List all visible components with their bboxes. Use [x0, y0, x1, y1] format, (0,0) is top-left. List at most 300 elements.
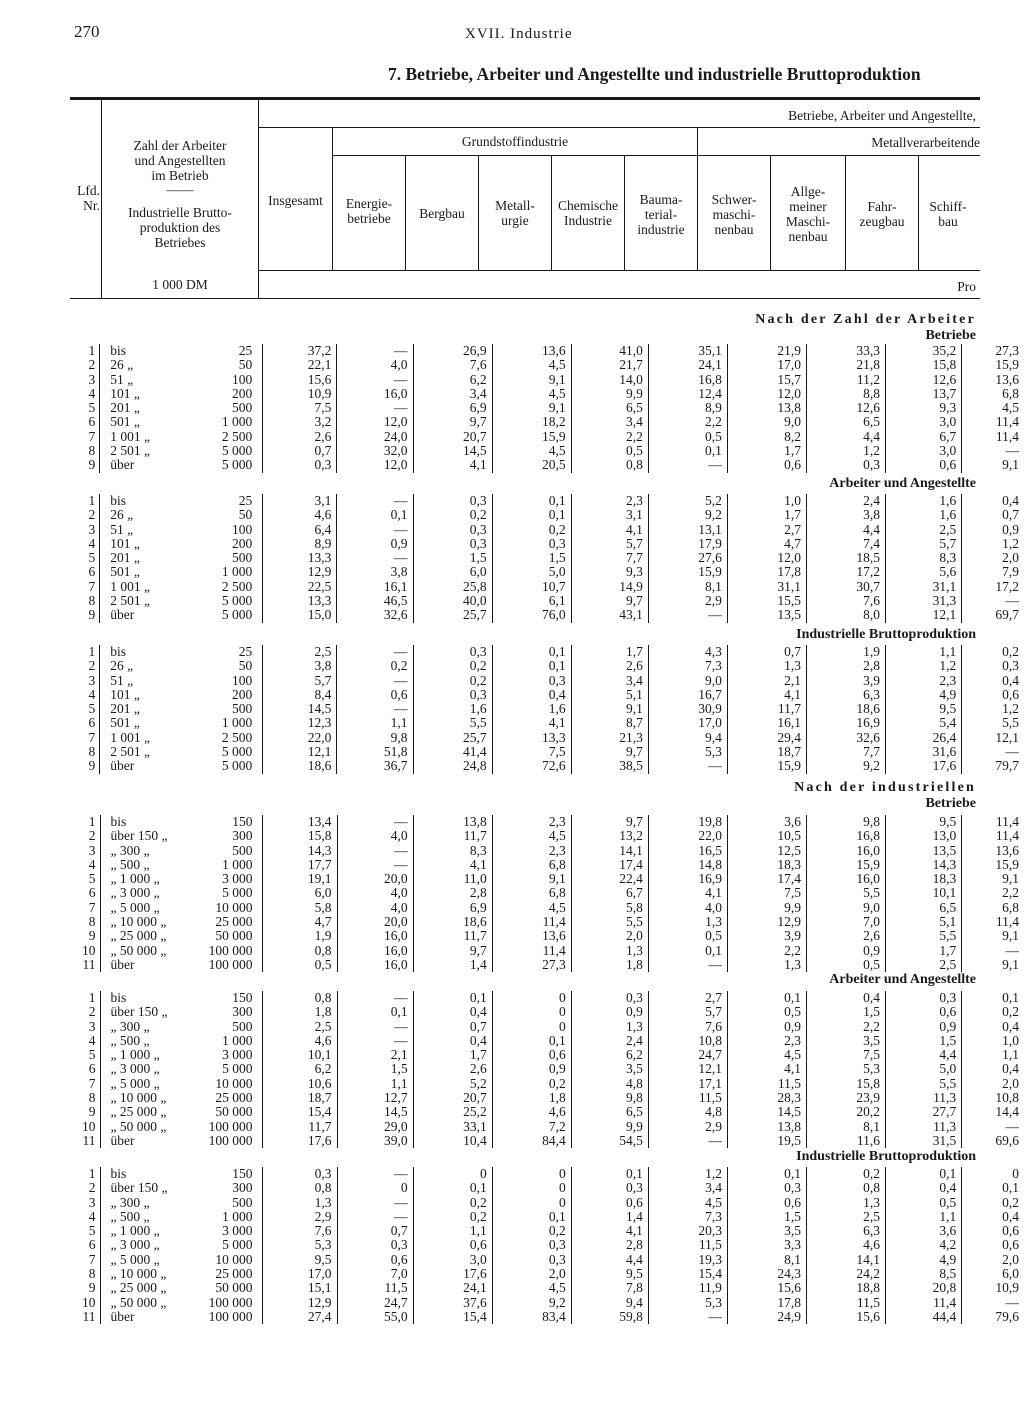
value-cell: 0,5 [886, 1196, 962, 1210]
value-cell: 76,0 [492, 608, 571, 622]
row-number: 11 [82, 1308, 96, 1324]
value-cell: 84,4 [492, 1134, 571, 1148]
value-cell: 9,7 [413, 944, 492, 958]
value-cell: 5,5 [806, 886, 885, 900]
value-cell: 4,6 [263, 1034, 337, 1048]
row-number: 2 [88, 1004, 96, 1020]
value-cell: 13,3 [263, 551, 337, 565]
value-cell: 8,8 [806, 387, 885, 401]
value-cell: 27,6 [648, 551, 727, 565]
value-cell: 0,9 [806, 944, 885, 958]
row-number: 9 [88, 758, 96, 774]
row-number: 3 [88, 842, 96, 858]
value-cell: 3,0 [886, 444, 962, 458]
value-cell: 16,0 [806, 844, 885, 858]
value-cell: 17,0 [727, 358, 806, 372]
value-cell: 11,4 [492, 915, 571, 929]
value-cell: 4,1 [413, 858, 492, 872]
value-cell: 16,0 [337, 929, 413, 943]
block-label: Industrielle Bruttoproduktion [796, 1149, 976, 1164]
size-class-from: „ 1 000 „ [110, 871, 160, 887]
value-cell: 1,2 [886, 659, 962, 673]
table-row [70, 508, 1024, 522]
size-class-cell [100, 523, 263, 537]
value-cell: 11,5 [648, 1091, 727, 1105]
value-cell: 3,0 [413, 1253, 492, 1267]
value-cell: 0,3 [413, 523, 492, 537]
value-cell: 0 [492, 991, 571, 1005]
value-cell: 5,2 [648, 494, 727, 508]
value-cell: 0,2 [962, 1005, 1024, 1019]
value-cell: 2,9 [648, 594, 727, 608]
value-cell: 29,4 [727, 731, 806, 745]
value-cell: 3,5 [571, 1062, 648, 1076]
size-class-cell [100, 958, 263, 972]
size-class-cell [100, 1210, 263, 1224]
table-row [70, 1134, 1024, 1148]
value-cell: 13,6 [962, 844, 1024, 858]
value-cell: 2,2 [648, 415, 727, 429]
value-cell: 15,9 [648, 565, 727, 579]
size-class-cell [100, 580, 263, 594]
section-heading: Nach der industriellen [794, 780, 976, 795]
size-class-from: 1 001 „ [110, 428, 151, 444]
size-class-from: 2 501 „ [110, 443, 151, 459]
header-size-unit: 1 000 DM [152, 277, 208, 292]
size-class-cell [100, 1091, 263, 1105]
row-number: 7 [88, 578, 96, 594]
value-cell: 8,4 [263, 688, 337, 702]
value-cell: 2,0 [962, 551, 1024, 565]
value-cell: 11,6 [806, 1134, 885, 1148]
value-cell: 2,8 [806, 659, 885, 673]
data-block [70, 344, 1024, 473]
value-cell: 1,3 [571, 1020, 648, 1034]
value-cell: 4,5 [492, 829, 571, 843]
value-cell: 20,0 [337, 872, 413, 886]
value-cell: 15,6 [263, 373, 337, 387]
value-cell: 3,0 [886, 415, 962, 429]
value-cell: 0,1 [337, 508, 413, 522]
value-cell: 4,5 [492, 901, 571, 915]
value-cell: — [962, 944, 1024, 958]
value-cell: 8,1 [806, 1120, 885, 1134]
value-cell: 12,0 [337, 458, 413, 472]
value-cell: 13,3 [263, 594, 337, 608]
value-cell: 2,5 [886, 523, 962, 537]
value-cell: 3,4 [571, 674, 648, 688]
row-number: 2 [88, 1180, 96, 1196]
size-class-cell [100, 1062, 263, 1076]
value-cell: 1,5 [727, 1210, 806, 1224]
size-class-from: über [110, 1308, 135, 1324]
value-cell: 11,3 [886, 1091, 962, 1105]
size-class-cell [100, 1267, 263, 1281]
size-class-to: 5 000 [222, 1237, 253, 1253]
value-cell: 19,1 [263, 872, 337, 886]
table-row [70, 1196, 1024, 1210]
row-number: 4 [88, 1032, 96, 1048]
row-number: 10 [82, 942, 96, 958]
value-cell: 33,3 [806, 344, 885, 358]
value-cell: 3,8 [337, 565, 413, 579]
value-cell: 0,1 [648, 944, 727, 958]
table-row [70, 759, 1024, 773]
value-cell: 41,4 [413, 745, 492, 759]
table-row [70, 373, 1024, 387]
value-cell: 4,5 [962, 401, 1024, 415]
value-cell: 5,5 [886, 1077, 962, 1091]
value-cell: 1,5 [492, 551, 571, 565]
value-cell: 18,6 [413, 915, 492, 929]
value-cell: 4,1 [413, 458, 492, 472]
size-class-to: 500 [232, 1018, 253, 1034]
value-cell: 0,2 [492, 523, 571, 537]
size-class-to: 5 000 [221, 744, 253, 760]
table-row [70, 944, 1024, 958]
value-cell: 2,0 [962, 1253, 1024, 1267]
size-class-from: „ 500 „ [110, 1032, 150, 1048]
value-cell: 1,1 [886, 1210, 962, 1224]
size-class-to: 2 500 [221, 729, 253, 745]
size-class-cell [100, 458, 263, 472]
row-number: 2 [88, 357, 96, 373]
value-cell: 2,8 [413, 886, 492, 900]
value-cell: 7,3 [648, 659, 727, 673]
row-number: 9 [88, 607, 96, 623]
value-cell: 6,5 [571, 1105, 648, 1119]
value-cell: 18,5 [806, 551, 885, 565]
table-row [70, 844, 1024, 858]
size-class-from: bis [110, 493, 127, 508]
value-cell: 4,8 [571, 1077, 648, 1091]
table-row [70, 1120, 1024, 1134]
value-cell: 0,7 [413, 1020, 492, 1034]
value-cell: 16,7 [648, 688, 727, 702]
size-class-from: über 150 „ [110, 828, 168, 844]
value-cell: 10,5 [727, 829, 806, 843]
value-cell: 17,4 [727, 872, 806, 886]
value-cell: 9,3 [571, 565, 648, 579]
value-cell: 0,6 [337, 1253, 413, 1267]
value-cell: 13,1 [648, 523, 727, 537]
value-cell: 3,3 [727, 1238, 806, 1252]
value-cell: 17,6 [263, 1134, 337, 1148]
row-number: 7 [88, 428, 96, 444]
value-cell: 13,8 [413, 815, 492, 829]
value-cell: 0,4 [962, 494, 1024, 508]
value-cell: 4,1 [648, 886, 727, 900]
value-cell: 4,5 [492, 444, 571, 458]
value-cell: 9,3 [886, 401, 962, 415]
value-cell: 2,0 [492, 1267, 571, 1281]
value-cell: 11,7 [413, 829, 492, 843]
value-cell: — [337, 674, 413, 688]
value-cell: 8,3 [413, 844, 492, 858]
row-number: 8 [88, 914, 96, 930]
value-cell: 12,9 [727, 915, 806, 929]
value-cell: 2,6 [413, 1062, 492, 1076]
size-class-to: 5 000 [221, 443, 253, 459]
value-cell: 15,6 [806, 1310, 885, 1324]
value-cell: 0,6 [413, 1238, 492, 1252]
table-row [70, 645, 1024, 659]
value-cell: 6,1 [492, 594, 571, 608]
value-cell: 9,5 [571, 1267, 648, 1281]
size-class-from: „ 300 „ [110, 1018, 150, 1034]
value-cell: 0,6 [962, 688, 1024, 702]
value-cell: 17,8 [727, 565, 806, 579]
value-cell: 0,5 [806, 958, 885, 972]
header-top-right: Betriebe, Arbeiter und Angestellte, [788, 108, 976, 123]
table-row [70, 1224, 1024, 1238]
value-cell: 4,1 [727, 688, 806, 702]
value-cell: 1,3 [727, 659, 806, 673]
value-cell: 0 [337, 1181, 413, 1195]
value-cell: 9,4 [648, 731, 727, 745]
value-cell: 15,9 [962, 358, 1024, 372]
size-class-to: 5 000 [221, 758, 253, 774]
value-cell: 9,0 [727, 415, 806, 429]
value-cell: 28,3 [727, 1091, 806, 1105]
value-cell: 2,9 [263, 1210, 337, 1224]
value-cell: 9,2 [648, 508, 727, 522]
value-cell: 16,5 [648, 844, 727, 858]
value-cell: 1,7 [727, 444, 806, 458]
value-cell: 6,7 [886, 430, 962, 444]
value-cell: 6,2 [413, 373, 492, 387]
value-cell: 3,5 [806, 1034, 885, 1048]
value-cell: 0,6 [492, 1048, 571, 1062]
value-cell: 2,6 [806, 929, 885, 943]
table-row [70, 1020, 1024, 1034]
value-cell: 6,5 [886, 901, 962, 915]
size-class-cell [100, 872, 263, 886]
size-class-cell [100, 1077, 263, 1091]
header-rule [258, 127, 980, 128]
header-top-rule [70, 97, 980, 100]
value-cell: 16,0 [337, 387, 413, 401]
block-label: Arbeiter und Angestellte [829, 972, 976, 987]
value-cell: 11,4 [492, 944, 571, 958]
value-cell: 8,1 [727, 1253, 806, 1267]
value-cell: 13,7 [886, 387, 962, 401]
value-cell: 5,3 [263, 1238, 337, 1252]
value-cell: 4,2 [886, 1238, 962, 1252]
value-cell: 9,4 [571, 1296, 648, 1310]
size-class-from: „ 1 000 „ [110, 1047, 160, 1063]
value-cell: 0,5 [263, 958, 337, 972]
size-class-from: 1 001 „ [110, 578, 151, 594]
value-cell: 9,5 [263, 1253, 337, 1267]
row-number: 4 [88, 686, 96, 702]
value-cell: 5,8 [571, 901, 648, 915]
header-size-b: Industrielle Brutto- produktion des Betriebes [128, 205, 232, 250]
size-class-to: 150 [232, 990, 253, 1005]
value-cell: 25,7 [413, 608, 492, 622]
value-cell: 9,1 [492, 401, 571, 415]
value-cell: 1,6 [413, 702, 492, 716]
value-cell: 1,7 [413, 1048, 492, 1062]
value-cell: 14,9 [571, 580, 648, 594]
size-class-from: „ 1 000 „ [110, 1223, 160, 1239]
value-cell: 36,7 [337, 759, 413, 773]
value-cell: 17,7 [263, 858, 337, 872]
table-row [70, 901, 1024, 915]
row-number: 1 [88, 343, 96, 358]
value-cell: 22,5 [263, 580, 337, 594]
size-class-cell [100, 674, 263, 688]
value-cell: 3,1 [571, 508, 648, 522]
size-class-to: 300 [232, 828, 253, 844]
row-number: 3 [88, 521, 96, 537]
size-class-cell [100, 1253, 263, 1267]
value-cell: 1,4 [413, 958, 492, 972]
table-row [70, 1181, 1024, 1195]
value-cell: 7,6 [413, 358, 492, 372]
size-class-cell [100, 688, 263, 702]
size-class-cell [100, 1196, 263, 1210]
size-class-from: bis [110, 814, 127, 829]
value-cell: 31,5 [886, 1134, 962, 1148]
value-cell: 0,9 [886, 1020, 962, 1034]
header-rule [332, 155, 980, 156]
size-class-from: 501 „ [110, 414, 140, 430]
value-cell: 0,4 [413, 1034, 492, 1048]
value-cell: 17,0 [263, 1267, 337, 1281]
size-class-from: „ 3 000 „ [110, 1237, 160, 1253]
value-cell: 0,1 [492, 1034, 571, 1048]
value-cell: 3,4 [571, 415, 648, 429]
value-cell: 0,3 [413, 537, 492, 551]
size-class-to: 1 000 [221, 715, 253, 731]
value-cell: 2,7 [727, 523, 806, 537]
size-class-to: 100 000 [208, 942, 253, 958]
value-cell: 13,6 [492, 929, 571, 943]
value-cell: — [337, 494, 413, 508]
value-cell: 7,4 [806, 537, 885, 551]
size-class-to: 50 000 [215, 1104, 253, 1120]
value-cell: 9,1 [571, 702, 648, 716]
value-cell: 5,7 [886, 537, 962, 551]
value-cell: 16,8 [806, 829, 885, 843]
value-cell: 15,9 [962, 858, 1024, 872]
value-cell: 0,2 [337, 659, 413, 673]
value-cell: 11,7 [413, 929, 492, 943]
value-cell: 0,1 [492, 645, 571, 659]
value-cell: 8,2 [727, 430, 806, 444]
size-class-cell [100, 1296, 263, 1310]
value-cell: 13,8 [727, 401, 806, 415]
value-cell: 9,7 [571, 745, 648, 759]
size-class-from: 51 „ [110, 521, 134, 537]
size-class-cell [100, 886, 263, 900]
value-cell: 0,9 [337, 537, 413, 551]
value-cell: 69,6 [962, 1134, 1024, 1148]
value-cell: 15,8 [263, 829, 337, 843]
value-cell: 13,5 [886, 844, 962, 858]
running-head: XVII. Industrie [465, 26, 573, 42]
value-cell: 9,9 [727, 901, 806, 915]
size-class-to: 3 000 [222, 1223, 253, 1239]
value-cell: 11,4 [886, 1296, 962, 1310]
size-class-to: 200 [232, 686, 253, 702]
value-cell: 1,1 [962, 1048, 1024, 1062]
value-cell: 26,4 [886, 731, 962, 745]
value-cell: 0,4 [806, 991, 885, 1005]
value-cell: 4,6 [806, 1238, 885, 1252]
value-cell: 12,0 [337, 415, 413, 429]
value-cell: 9,0 [648, 674, 727, 688]
value-cell: 0,2 [492, 1077, 571, 1091]
value-cell: — [337, 1034, 413, 1048]
value-cell: 2,4 [571, 1034, 648, 1048]
size-class-from: über 150 „ [110, 1004, 168, 1020]
value-cell: 21,8 [806, 358, 885, 372]
table-row [70, 358, 1024, 372]
value-cell: 39,0 [337, 1134, 413, 1148]
value-cell: 0,3 [337, 1238, 413, 1252]
value-cell: 4,7 [727, 537, 806, 551]
data-block [70, 991, 1024, 1148]
value-cell: 7,6 [263, 1224, 337, 1238]
value-cell: 1,6 [886, 494, 962, 508]
size-class-cell [100, 551, 263, 565]
table-row [70, 745, 1024, 759]
value-cell: 15,0 [263, 608, 337, 622]
size-class-to: 500 [232, 400, 253, 416]
table-row [70, 886, 1024, 900]
size-class-from: bis [110, 644, 127, 659]
value-cell: 10,1 [886, 886, 962, 900]
value-cell: 0,3 [727, 1181, 806, 1195]
size-class-from: „ 10 000 „ [110, 1090, 167, 1106]
table-row [70, 1034, 1024, 1048]
value-cell: 9,1 [962, 958, 1024, 972]
value-cell: — [337, 551, 413, 565]
data-block [70, 494, 1024, 623]
value-cell: 5,0 [886, 1062, 962, 1076]
size-class-to: 100 000 [208, 1308, 253, 1324]
value-cell: — [337, 858, 413, 872]
value-cell: 13,0 [886, 829, 962, 843]
value-cell: 0,3 [492, 1253, 571, 1267]
value-cell: 6,8 [492, 858, 571, 872]
value-cell: 11,5 [337, 1281, 413, 1295]
header-col-energie: Energie- betriebe [345, 196, 393, 226]
value-cell: 2,3 [492, 844, 571, 858]
row-number: 10 [82, 1294, 96, 1310]
value-cell: 22,1 [263, 358, 337, 372]
size-class-to: 3 000 [222, 1047, 253, 1063]
table-row [70, 1167, 1024, 1181]
value-cell: 14,5 [727, 1105, 806, 1119]
table-row [70, 1267, 1024, 1281]
size-class-to: 100 000 [208, 1118, 253, 1134]
value-cell: 31,1 [886, 580, 962, 594]
value-cell: 7,9 [962, 565, 1024, 579]
value-cell: 10,7 [492, 580, 571, 594]
value-cell: 79,7 [962, 759, 1024, 773]
size-class-to: 1 000 [222, 856, 253, 872]
value-cell: 1,2 [806, 444, 885, 458]
value-cell: 9,5 [886, 702, 962, 716]
value-cell: 1,8 [571, 958, 648, 972]
value-cell: 12,3 [263, 716, 337, 730]
size-class-cell [100, 1181, 263, 1195]
value-cell: — [337, 991, 413, 1005]
header-col-allg-maschinenbau: Allge- meiner Maschi- nenbau [785, 184, 831, 244]
